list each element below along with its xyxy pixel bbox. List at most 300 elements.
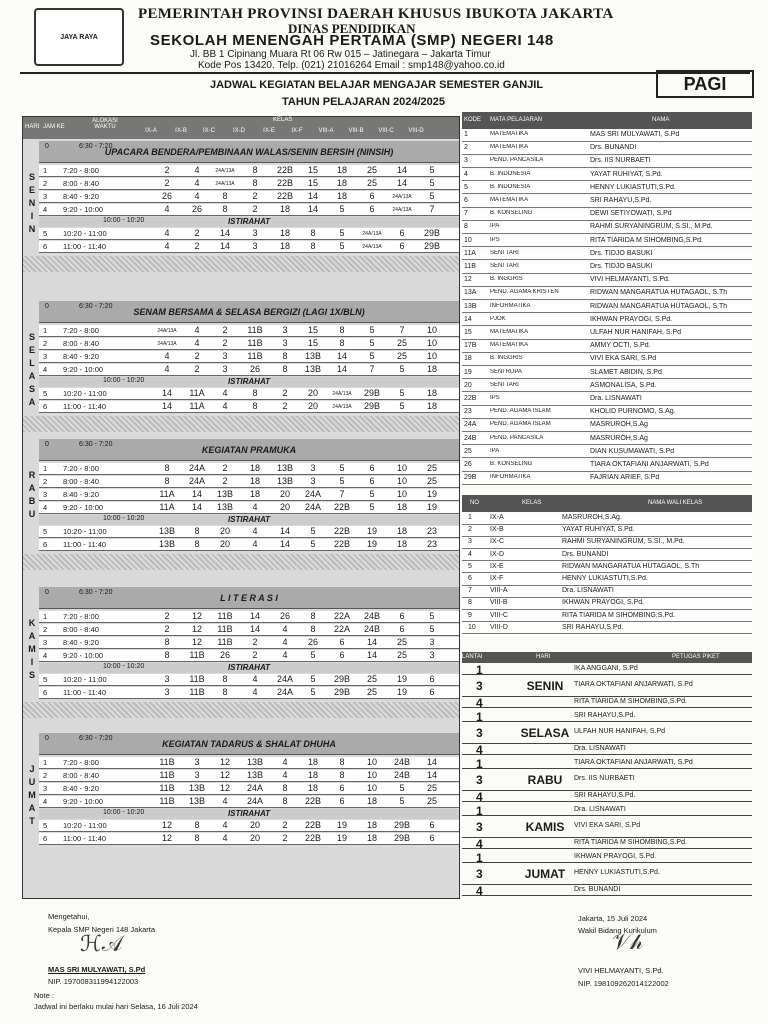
period-time: 10:20 - 11:00 — [63, 675, 107, 684]
class-cell: 18 — [396, 526, 407, 536]
walas-name: YAYAT RUHIYAT, S.Pd. — [562, 526, 635, 534]
time-0: 6:30 - 7:20 — [79, 441, 113, 448]
teacher-name: DEWI SETIYOWATI, S.Pd — [590, 210, 672, 218]
break-time: 10:00 - 10:20 — [103, 377, 145, 384]
walas-class: VIII-D — [490, 623, 508, 631]
teacher-row — [462, 156, 752, 168]
teacher-name: MASRUROH,S.Ag — [590, 434, 648, 442]
teacher-name: Drs. IIS NURBAETI — [590, 157, 651, 165]
class-cell: 4 — [164, 351, 170, 361]
jam-0: 0 — [45, 441, 49, 448]
period-number: 3 — [43, 490, 48, 499]
day-letter: K — [28, 618, 36, 628]
teacher-subject: IPS — [490, 395, 500, 401]
period-time: 8:00 - 8:40 — [63, 477, 99, 486]
period-row — [39, 325, 459, 337]
class-cell: 3 — [429, 650, 435, 660]
class-cell: 14 — [336, 364, 347, 374]
class-cell: 15 — [307, 325, 318, 335]
period-time: 8:00 - 8:40 — [63, 179, 99, 188]
footer-kepala: Kepala SMP Negeri 148 Jakarta — [48, 925, 156, 934]
class-cell: 2 — [252, 637, 258, 647]
period-time: 7:20 - 8:00 — [63, 464, 99, 473]
class-cell: 8 — [339, 338, 345, 348]
class-cell: 8 — [252, 388, 258, 398]
day-letter: M — [28, 790, 36, 800]
class-cell: 29B — [393, 833, 410, 843]
class-cell: 22B — [276, 178, 293, 188]
break-time: 10:00 - 10:20 — [103, 809, 145, 816]
activity-label: UPACARA BENDERA/PEMBINAAN WALAS/SENIN BERSIH (NINSIH) — [104, 146, 394, 157]
class-cell: 24A/13A — [332, 391, 352, 397]
class-cell: 11B — [217, 611, 233, 621]
class-header-IX-D: IX-D — [233, 128, 245, 134]
walas-no: 8 — [468, 599, 472, 607]
class-cell: 20 — [307, 388, 318, 398]
class-cell: 4 — [194, 165, 200, 175]
period-time: 8:40 - 9:20 — [63, 352, 99, 361]
class-cell: 6 — [429, 833, 435, 843]
period-row — [39, 783, 459, 795]
break-label: ISTIRAHAT — [227, 217, 271, 226]
period-number: 3 — [43, 352, 48, 361]
class-cell: 14 — [336, 351, 347, 361]
class-cell: 26 — [161, 191, 172, 201]
class-cell: 8 — [339, 770, 345, 780]
duty-row — [462, 758, 752, 769]
walas-class: IX-B — [490, 526, 504, 534]
teacher-name: Drs. BUNANDI — [590, 144, 637, 152]
class-cell: 13B — [188, 783, 205, 793]
duty-table — [462, 652, 752, 900]
teacher-code: 4 — [464, 170, 468, 178]
period-row — [39, 770, 459, 782]
class-cell: 6 — [399, 624, 405, 634]
class-cell: 8 — [252, 178, 258, 188]
class-cell: 25 — [366, 178, 377, 188]
teacher-name: YAYAT RUHIYAT, S.Pd. — [590, 170, 663, 178]
day-letter: A — [28, 483, 36, 493]
class-cell: 3 — [252, 241, 258, 251]
period-number: 6 — [43, 688, 48, 697]
letterhead — [20, 4, 760, 71]
class-cell: 18 — [307, 783, 318, 793]
class-cell: 10 — [396, 489, 407, 499]
break-label: ISTIRAHAT — [227, 377, 271, 386]
class-cell: 10 — [396, 463, 407, 473]
class-cell: 18 — [426, 401, 437, 411]
duty-row — [462, 838, 752, 849]
class-cell: 11B — [247, 325, 263, 335]
class-cell: 25 — [426, 796, 437, 806]
teacher-row — [462, 209, 752, 221]
class-cell: 5 — [399, 388, 405, 398]
header-kelas: KELAS — [273, 117, 293, 123]
class-cell: 24A/13A — [157, 341, 177, 347]
period-number: 4 — [43, 365, 48, 374]
period-number: 4 — [43, 651, 48, 660]
class-cell: 7 — [399, 325, 405, 335]
class-cell: 18 — [366, 820, 377, 830]
duty-officer: HENNY LUKIASTUTI,S.Pd. — [574, 869, 660, 876]
teacher-header-kode: KODE — [464, 117, 482, 123]
teacher-code: 29B — [464, 474, 477, 482]
class-cell: 10 — [396, 476, 407, 486]
class-cell: 14 — [279, 539, 290, 549]
break-row — [39, 217, 459, 227]
teacher-name: IKHWAN PRAYOGI, S.Pd. — [590, 315, 673, 323]
class-cell: 26 — [279, 611, 290, 621]
class-cell: 2 — [164, 624, 170, 634]
teacher-subject: SENI TARI — [490, 249, 519, 256]
class-cell: 13B — [304, 364, 321, 374]
teacher-name: HENNY LUKIASTUTI,S.Pd. — [590, 183, 676, 191]
teacher-code: 6 — [464, 197, 468, 204]
walas-no: 2 — [468, 526, 472, 534]
duty-floor: 4 — [476, 790, 483, 804]
class-cell: 6 — [369, 476, 375, 486]
class-cell: 4 — [194, 325, 200, 335]
teacher-subject: PEND. AGAMA KRISTEN — [490, 289, 559, 296]
class-cell: 2 — [252, 191, 258, 201]
class-cell: 20 — [219, 539, 230, 549]
class-cell: 14 — [366, 637, 377, 647]
period-time: 11:00 - 11:40 — [63, 540, 107, 549]
period-time: 11:00 - 11:40 — [63, 834, 107, 843]
footer-wakil-nip: NIP. 198109262014122002 — [578, 979, 669, 988]
duty-officer: Dra. LISNAWATI — [574, 806, 626, 813]
period-time: 8:40 - 9:20 — [63, 490, 99, 499]
class-cell: 2 — [194, 228, 200, 238]
teacher-subject: MATEMATIKA — [490, 144, 529, 151]
walas-row — [462, 525, 752, 537]
class-cell: 8 — [222, 687, 228, 697]
teacher-subject: INFORMATIKA — [490, 302, 531, 309]
duty-officer: Dra. LISNAWATI — [574, 745, 626, 752]
duty-row — [462, 852, 752, 863]
class-cell: 13B — [276, 463, 293, 473]
teacher-name: MASRUROH,S.Ag — [590, 421, 648, 429]
teacher-subject: MATEMATIKA — [490, 342, 529, 349]
class-cell: 24A — [246, 783, 263, 793]
teacher-name: TIARA OKTAFIANI ANJARWATI, S.Pd — [590, 461, 709, 468]
footer-kepala-nama: MAS SRI MULYAWATI, S.Pd — [48, 965, 146, 974]
duty-officer: IKA ANGGANI, S.Pd — [574, 665, 638, 672]
walas-no: 10 — [468, 623, 476, 631]
teacher-name: RIDWAN MANGARATUA HUTAGAOL, S.Th — [590, 289, 728, 297]
duty-row — [462, 711, 752, 722]
period-row — [39, 178, 459, 190]
duty-row — [462, 675, 752, 697]
class-cell: 6 — [399, 241, 405, 251]
class-cell: 8 — [310, 611, 316, 621]
class-cell: 3 — [310, 463, 316, 473]
class-cell: 14 — [161, 388, 172, 398]
period-number: 1 — [43, 758, 48, 767]
footer-wakil: Wakil Bidang Kurikulum — [578, 926, 657, 935]
class-cell: 12 — [191, 624, 202, 634]
period-number: 1 — [43, 326, 48, 335]
class-cell: 5 — [429, 624, 435, 634]
duty-floor: 4 — [476, 696, 483, 710]
walas-no: 1 — [468, 514, 472, 521]
footer-note-label: Note : — [34, 991, 55, 1000]
jam-0: 0 — [45, 589, 49, 596]
period-row — [39, 191, 459, 203]
walas-class: IX-C — [490, 538, 504, 546]
class-cell: 5 — [399, 364, 405, 374]
class-cell: 5 — [369, 325, 375, 335]
walas-header-kelas: KELAS — [522, 500, 542, 506]
department-name: DINAS PENDIDIKAN — [288, 21, 416, 36]
class-cell: 5 — [429, 191, 435, 201]
teacher-header-nama: NAMA — [652, 117, 670, 123]
walas-header-no: NO — [470, 500, 479, 506]
walas-name: IKHWAN PRAYOGI, S.Pd. — [562, 599, 645, 607]
class-cell: 6 — [369, 204, 375, 214]
teacher-subject: B. KONSELING — [490, 461, 533, 467]
period-row — [39, 637, 459, 649]
period-row — [39, 757, 459, 769]
teacher-code: 14 — [464, 315, 472, 323]
duty-floor: 3 — [476, 679, 483, 693]
period-row — [39, 820, 459, 832]
class-cell: 11B — [159, 796, 175, 806]
duty-row — [462, 863, 752, 885]
walas-row — [462, 598, 752, 610]
teacher-subject: IPS — [490, 236, 500, 243]
period-number: 6 — [43, 402, 48, 411]
teacher-subject: B. KONSELING — [490, 210, 533, 217]
class-cell: 3 — [282, 325, 288, 335]
period-time: 8:00 - 8:40 — [63, 771, 99, 780]
class-cell: 14 — [426, 770, 437, 780]
walas-row — [462, 574, 752, 586]
class-cell: 4 — [164, 204, 170, 214]
class-cell: 2 — [252, 650, 258, 660]
teacher-subject: SENI TARI — [490, 263, 519, 269]
class-cell: 13B — [158, 526, 175, 536]
period-number: 5 — [43, 229, 48, 238]
class-cell: 29B — [363, 388, 380, 398]
class-cell: 22B — [304, 796, 321, 806]
day-letter: L — [29, 358, 35, 368]
class-cell: 11B — [217, 637, 233, 647]
period-number: 6 — [43, 242, 48, 251]
period-number: 2 — [43, 771, 48, 780]
walas-no: 6 — [468, 575, 472, 582]
class-cell: 29B — [363, 401, 380, 411]
duty-officer: IKHWAN PRAYOGI, S.Pd. — [574, 853, 657, 860]
walas-name: RIDWAN MANGARATUA HUTAGAOL, S.Th — [562, 562, 700, 570]
teacher-code: 5 — [464, 183, 468, 191]
duty-officer: SRI RAHAYU,S.Pd. — [574, 792, 636, 799]
day-letter: A — [28, 371, 36, 381]
class-cell: 4 — [252, 539, 258, 549]
class-cell: 4 — [252, 687, 258, 697]
class-cell: 24B — [363, 624, 380, 634]
day-letter: B — [28, 496, 36, 506]
class-cell: 12 — [219, 783, 230, 793]
class-cell: 18 — [336, 191, 347, 201]
class-cell: 4 — [282, 650, 288, 660]
teacher-row — [462, 143, 752, 155]
teacher-row — [462, 315, 752, 327]
class-cell: 20 — [307, 401, 318, 411]
class-cell: 2 — [164, 178, 170, 188]
school-contact: Kode Pos 13420. Telp. (021) 21016264 Email : smp148@yahoo.co.id — [198, 60, 505, 71]
class-cell: 2 — [194, 364, 200, 374]
class-cell: 22B — [304, 820, 321, 830]
duty-row — [462, 805, 752, 816]
duty-officer: TIARA OKTAFIANI ANJARWATI, S.Pd — [574, 759, 693, 766]
class-cell: 15 — [307, 165, 318, 175]
walas-no: 3 — [468, 538, 472, 546]
class-cell: 13B — [188, 796, 205, 806]
class-cell: 24A — [304, 489, 321, 499]
class-cell: 29B — [333, 674, 350, 684]
class-cell: 25 — [426, 783, 437, 793]
class-cell: 5 — [429, 165, 435, 175]
teacher-subject: PEND. PANCASILA — [490, 434, 544, 441]
duty-officer: Drs. IIS NURBAETI — [574, 775, 635, 782]
teacher-name: SLAMET ABIDIN, S.Pd — [590, 368, 662, 376]
duty-floor: 1 — [476, 757, 483, 771]
teacher-code: 13B — [464, 302, 477, 310]
walas-no: 7 — [468, 587, 472, 595]
teacher-subject: B. INGGRIS — [490, 276, 523, 283]
activity-row — [39, 141, 459, 163]
period-number: 2 — [43, 477, 48, 486]
class-cell: 5 — [369, 502, 375, 512]
class-cell: 4 — [282, 637, 288, 647]
class-cell: 24A/13A — [215, 181, 235, 187]
duty-row — [462, 791, 752, 802]
class-cell: 12 — [161, 820, 172, 830]
class-cell: 10 — [426, 325, 437, 335]
class-cell: 6 — [399, 611, 405, 621]
class-cell: 18 — [366, 833, 377, 843]
class-cell: 10 — [426, 351, 437, 361]
class-cell: 26 — [219, 650, 230, 660]
period-number: 6 — [43, 540, 48, 549]
class-cell: 24A — [246, 796, 263, 806]
day-letter: N — [28, 224, 36, 234]
period-row — [39, 611, 459, 623]
activity-label: SENAM BERSAMA & SELASA BERGIZI (LAGI 1X/BLN) — [133, 306, 365, 317]
teacher-row — [462, 460, 752, 472]
teacher-name: Dra. LISNAWATI — [590, 395, 642, 402]
walas-class: VIII-B — [490, 599, 508, 607]
class-cell: 6 — [369, 191, 375, 201]
teacher-name: VIVI EKA SARI, S.Pd — [590, 355, 657, 363]
class-cell: 8 — [282, 796, 288, 806]
walas-name: MASRUROH,S.Ag. — [562, 514, 622, 521]
period-time: 11:00 - 11:40 — [63, 242, 107, 251]
class-cell: 13B — [276, 476, 293, 486]
class-cell: 11A — [189, 388, 205, 398]
class-cell: 7 — [369, 364, 375, 374]
class-cell: 14 — [191, 489, 202, 499]
class-cell: 18 — [396, 539, 407, 549]
class-cell: 22B — [304, 833, 321, 843]
day-letter: N — [28, 198, 36, 208]
teacher-header-mapel: MATA PELAJARAN — [490, 117, 543, 123]
duty-floor: 1 — [476, 663, 483, 677]
class-cell: 4 — [252, 526, 258, 536]
break-time: 10:00 - 10:20 — [103, 515, 145, 522]
class-cell: 22B — [333, 539, 350, 549]
piket-header-lantai: LANTAI — [462, 654, 483, 660]
class-cell: 3 — [282, 338, 288, 348]
break-label: ISTIRAHAT — [227, 809, 271, 818]
header-alokasi: ALOKASI WAKTU — [92, 118, 118, 130]
class-cell: 5 — [310, 526, 316, 536]
period-time: 10:20 - 11:00 — [63, 527, 107, 536]
class-cell: 8 — [222, 674, 228, 684]
teacher-code: 12 — [464, 276, 472, 284]
class-cell: 18 — [307, 757, 318, 767]
class-cell: 13B — [246, 757, 263, 767]
class-cell: 6 — [339, 783, 345, 793]
period-number: 4 — [43, 797, 48, 806]
class-cell: 4 — [164, 241, 170, 251]
teacher-subject: MATEMATIKA — [490, 131, 529, 137]
class-cell: 4 — [194, 178, 200, 188]
class-cell: 24A — [188, 463, 205, 473]
class-cell: 19 — [426, 502, 437, 512]
class-cell: 8 — [310, 228, 316, 238]
walas-row — [462, 623, 752, 635]
day-separator — [23, 554, 459, 570]
teacher-row — [462, 341, 752, 353]
footer-note: Jadwal ini berlaku mulai hari Selasa, 16 Juli 2024 — [34, 1002, 198, 1011]
teacher-code: 24B — [464, 434, 477, 442]
class-cell: 6 — [339, 637, 345, 647]
period-time: 8:00 - 8:40 — [63, 339, 99, 348]
period-row — [39, 796, 459, 808]
teacher-name: RAHMI SURYANINGRUM, S.SI., M.Pd. — [590, 223, 713, 231]
walas-name: RITA TIARIDA M SIHOMBING,S.Pd. — [562, 611, 675, 619]
class-cell: 8 — [282, 783, 288, 793]
class-header-VIII-D: VIII-D — [408, 128, 424, 134]
class-cell: 6 — [429, 674, 435, 684]
class-cell: 13B — [304, 351, 321, 361]
class-cell: 8 — [282, 351, 288, 361]
class-cell: 2 — [194, 351, 200, 361]
class-cell: 10 — [426, 338, 437, 348]
duty-officer: VIVI EKA SARI, S.Pd — [574, 822, 641, 829]
class-cell: 6 — [339, 650, 345, 660]
period-time: 9:20 - 10:00 — [63, 797, 104, 806]
walas-name: SRI RAHAYU,S.Pd. — [562, 623, 624, 631]
teacher-name: RIDWAN MANGARATUA HUTAGAOL, S.Th — [590, 302, 728, 310]
duty-row — [462, 816, 752, 838]
teacher-code: 19 — [464, 368, 472, 376]
piket-header-hari: HARI — [536, 654, 551, 660]
day-letter: A — [28, 397, 36, 407]
class-cell: 6 — [429, 820, 435, 830]
teacher-code: 11B — [464, 263, 476, 270]
teacher-row — [462, 447, 752, 459]
class-cell: 5 — [339, 228, 345, 238]
period-number: 4 — [43, 205, 48, 214]
class-cell: 5 — [339, 241, 345, 251]
class-cell: 2 — [222, 325, 228, 335]
break-row — [39, 515, 459, 525]
period-row — [39, 204, 459, 216]
period-row — [39, 351, 459, 363]
